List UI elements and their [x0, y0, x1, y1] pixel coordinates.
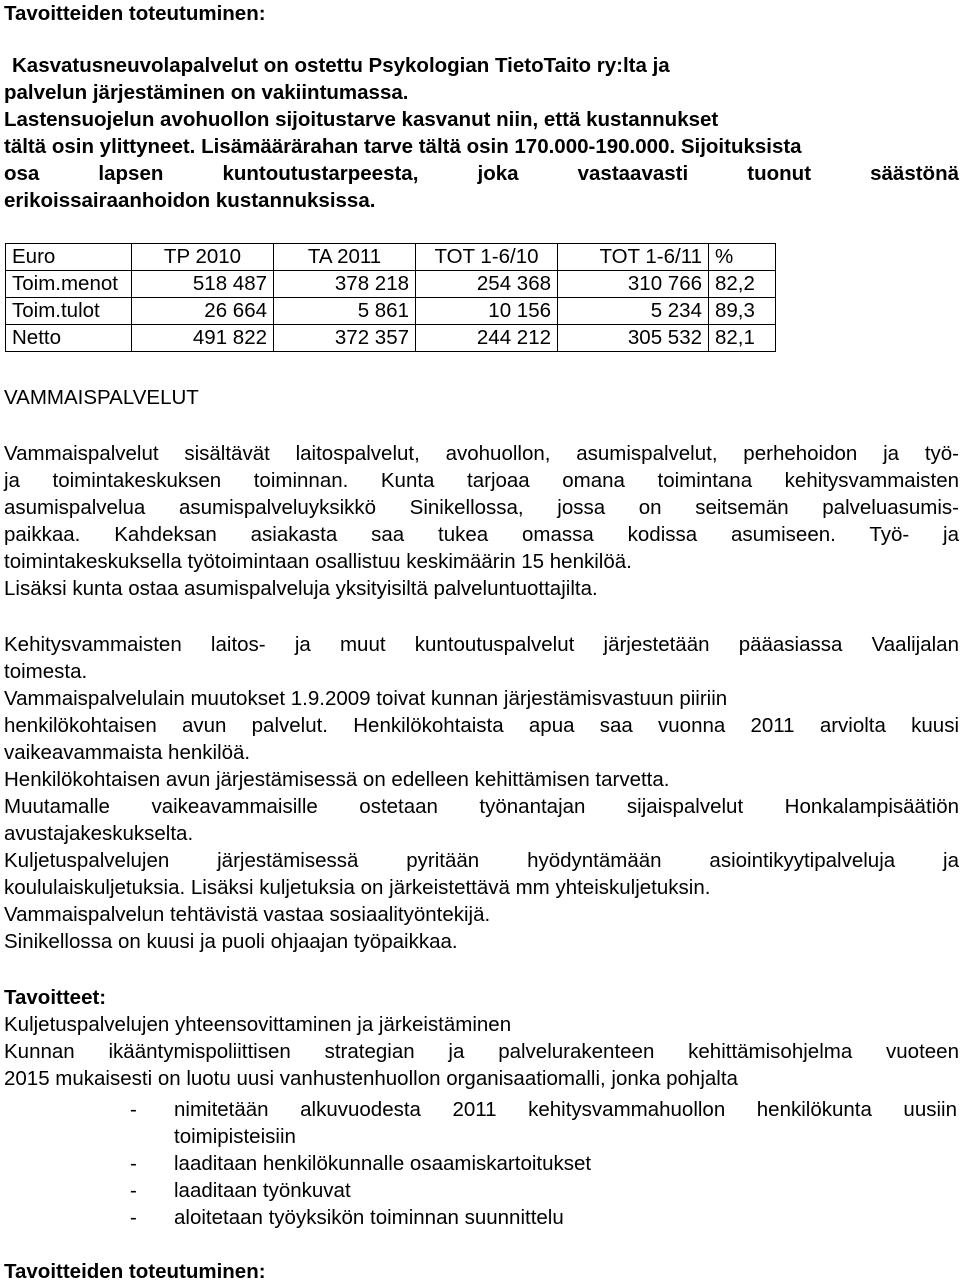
heading-bottom: Tavoitteiden toteutuminen: — [4, 1260, 266, 1283]
bullet-item: laaditaan työnkuvat — [174, 1179, 351, 1202]
para2-line-5: vaikeavammaista henkilöä. — [4, 741, 251, 764]
table-cell: 305 532 — [558, 325, 709, 352]
table-cell: 491 822 — [132, 325, 274, 352]
para2-line-8: avustajakeskukselta. — [4, 822, 194, 845]
table-cell: 518 487 — [132, 271, 274, 298]
table-cell: Toim.tulot — [6, 298, 132, 325]
table-header-cell: TOT 1-6/11 — [558, 244, 709, 271]
table-cell: 82,2 — [709, 271, 776, 298]
para2-line-11: Vammaispalvelun tehtävistä vastaa sosiaalityöntekijä. — [4, 903, 491, 926]
para2-line-4: henkilökohtaisen avun palvelut. Henkilökohtaista apua saa vuonna 2011 arviolta kuusi — [4, 714, 959, 737]
table-cell: 254 368 — [416, 271, 558, 298]
table-cell: 89,3 — [709, 298, 776, 325]
goal-line-1: Kuljetuspalvelujen yhteensovittaminen ja järkeistäminen — [4, 1013, 512, 1036]
para1-line-4: paikkaa. Kahdeksan asiakasta saa tukea omassa kodissa asumiseen. Työ- ja — [4, 523, 959, 546]
para1-line-5: toimintakeskuksella työtoimintaan osallistuu keskimäärin 15 henkilöä. — [4, 550, 632, 573]
para1-line-2: ja toimintakeskuksen toiminnan. Kunta tarjoaa omana toimintana kehitysvammaisten — [4, 469, 959, 492]
heading-top: Tavoitteiden toteutuminen: — [4, 2, 266, 25]
para2-line-7: Muutamalle vaikeavammaisille ostetaan työnantajan sijaispalvelut Honkalampisäätiön — [4, 795, 959, 818]
table-header-row — [6, 244, 776, 271]
table-header-cell: TA 2011 — [274, 244, 416, 271]
bullet-dash: - — [130, 1206, 137, 1229]
table-header-cell: % — [709, 244, 776, 271]
table-cell: 378 218 — [274, 271, 416, 298]
table-cell: 10 156 — [416, 298, 558, 325]
budget-table — [5, 243, 776, 352]
bullet-item: aloitetaan työyksikön toiminnan suunnittelu — [174, 1206, 564, 1229]
table-cell: 310 766 — [558, 271, 709, 298]
section-title: VAMMAISPALVELUT — [4, 386, 199, 409]
table-header-cell: TOT 1-6/10 — [416, 244, 558, 271]
table-cell: 5 234 — [558, 298, 709, 325]
table-cell: 5 861 — [274, 298, 416, 325]
table-cell: 244 212 — [416, 325, 558, 352]
bullet-item-continuation: toimipisteisiin — [174, 1125, 296, 1148]
para1-line-3: asumispalvelua asumispalveluyksikkö Sinikellossa, jossa on seitsemän palveluasumis- — [4, 496, 959, 519]
bold-para-line-5: osa lapsen kuntoutustarpeesta, joka vastaavasti tuonut säästönä — [4, 162, 959, 185]
bold-para-line-4: tältä osin ylittyneet. Lisämäärärahan tarve tältä osin 170.000-190.000. Sijoituksista — [4, 135, 802, 158]
para2-line-9: Kuljetuspalvelujen järjestämisessä pyritään hyödyntämään asiointikyytipalveluja ja — [4, 849, 959, 872]
bold-para-line-6: erikoissairaanhoidon kustannuksissa. — [4, 189, 376, 212]
para1-line-6: Lisäksi kunta ostaa asumispalveluja yksityisiltä palveluntuottajilta. — [4, 577, 598, 600]
table-cell: 26 664 — [132, 298, 274, 325]
para2-line-2: toimesta. — [4, 660, 88, 683]
goal-line-3: 2015 mukaisesti on luotu uusi vanhustenhuollon organisaatiomalli, jonka pohjalta — [4, 1067, 738, 1090]
goals-title: Tavoitteet: — [4, 986, 107, 1009]
table-header-cell: TP 2010 — [132, 244, 274, 271]
para2-line-1: Kehitysvammaisten laitos- ja muut kuntoutuspalvelut järjestetään pääasiassa Vaalijalan — [4, 633, 959, 656]
bullet-item: laaditaan henkilökunnalle osaamiskartoitukset — [174, 1152, 592, 1175]
bold-para-line-1: Kasvatusneuvolapalvelut on ostettu Psykologian TietoTaito ry:lta ja — [12, 54, 670, 77]
para2-line-6: Henkilökohtaisen avun järjestämisessä on edelleen kehittämisen tarvetta. — [4, 768, 670, 791]
bold-para-line-3: Lastensuojelun avohuollon sijoitustarve kasvanut niin, että kustannukset — [4, 108, 719, 131]
table-row — [6, 271, 776, 298]
bullet-dash: - — [130, 1179, 137, 1202]
table-cell: 372 357 — [274, 325, 416, 352]
bullet-item: nimitetään alkuvuodesta 2011 kehitysvammahuollon henkilökunta uusiin — [174, 1098, 957, 1121]
para2-line-10: koululaiskuljetuksia. Lisäksi kuljetuksia on järkeistettävä mm yhteiskuljetuksin. — [4, 876, 711, 899]
bullet-dash: - — [130, 1152, 137, 1175]
bold-para-line-2: palvelun järjestäminen on vakiintumassa. — [4, 81, 409, 104]
goal-line-2: Kunnan ikääntymispoliittisen strategian ja palvelurakenteen kehittämisohjelma vuoteen — [4, 1040, 959, 1063]
table-row — [6, 298, 776, 325]
table-header-cell: Euro — [6, 244, 132, 271]
para2-line-3: Vammaispalvelulain muutokset 1.9.2009 toivat kunnan järjestämisvastuun piiriin — [4, 687, 728, 710]
bullet-dash: - — [130, 1098, 137, 1121]
para1-line-1: Vammaispalvelut sisältävät laitospalvelut, avohuollon, asumispalvelut, perhehoidon ja työ- — [4, 442, 959, 465]
table-cell: Toim.menot — [6, 271, 132, 298]
table-row — [6, 325, 776, 352]
table-cell: 82,1 — [709, 325, 776, 352]
table-cell: Netto — [6, 325, 132, 352]
para2-line-12: Sinikellossa on kuusi ja puoli ohjaajan työpaikkaa. — [4, 930, 458, 953]
